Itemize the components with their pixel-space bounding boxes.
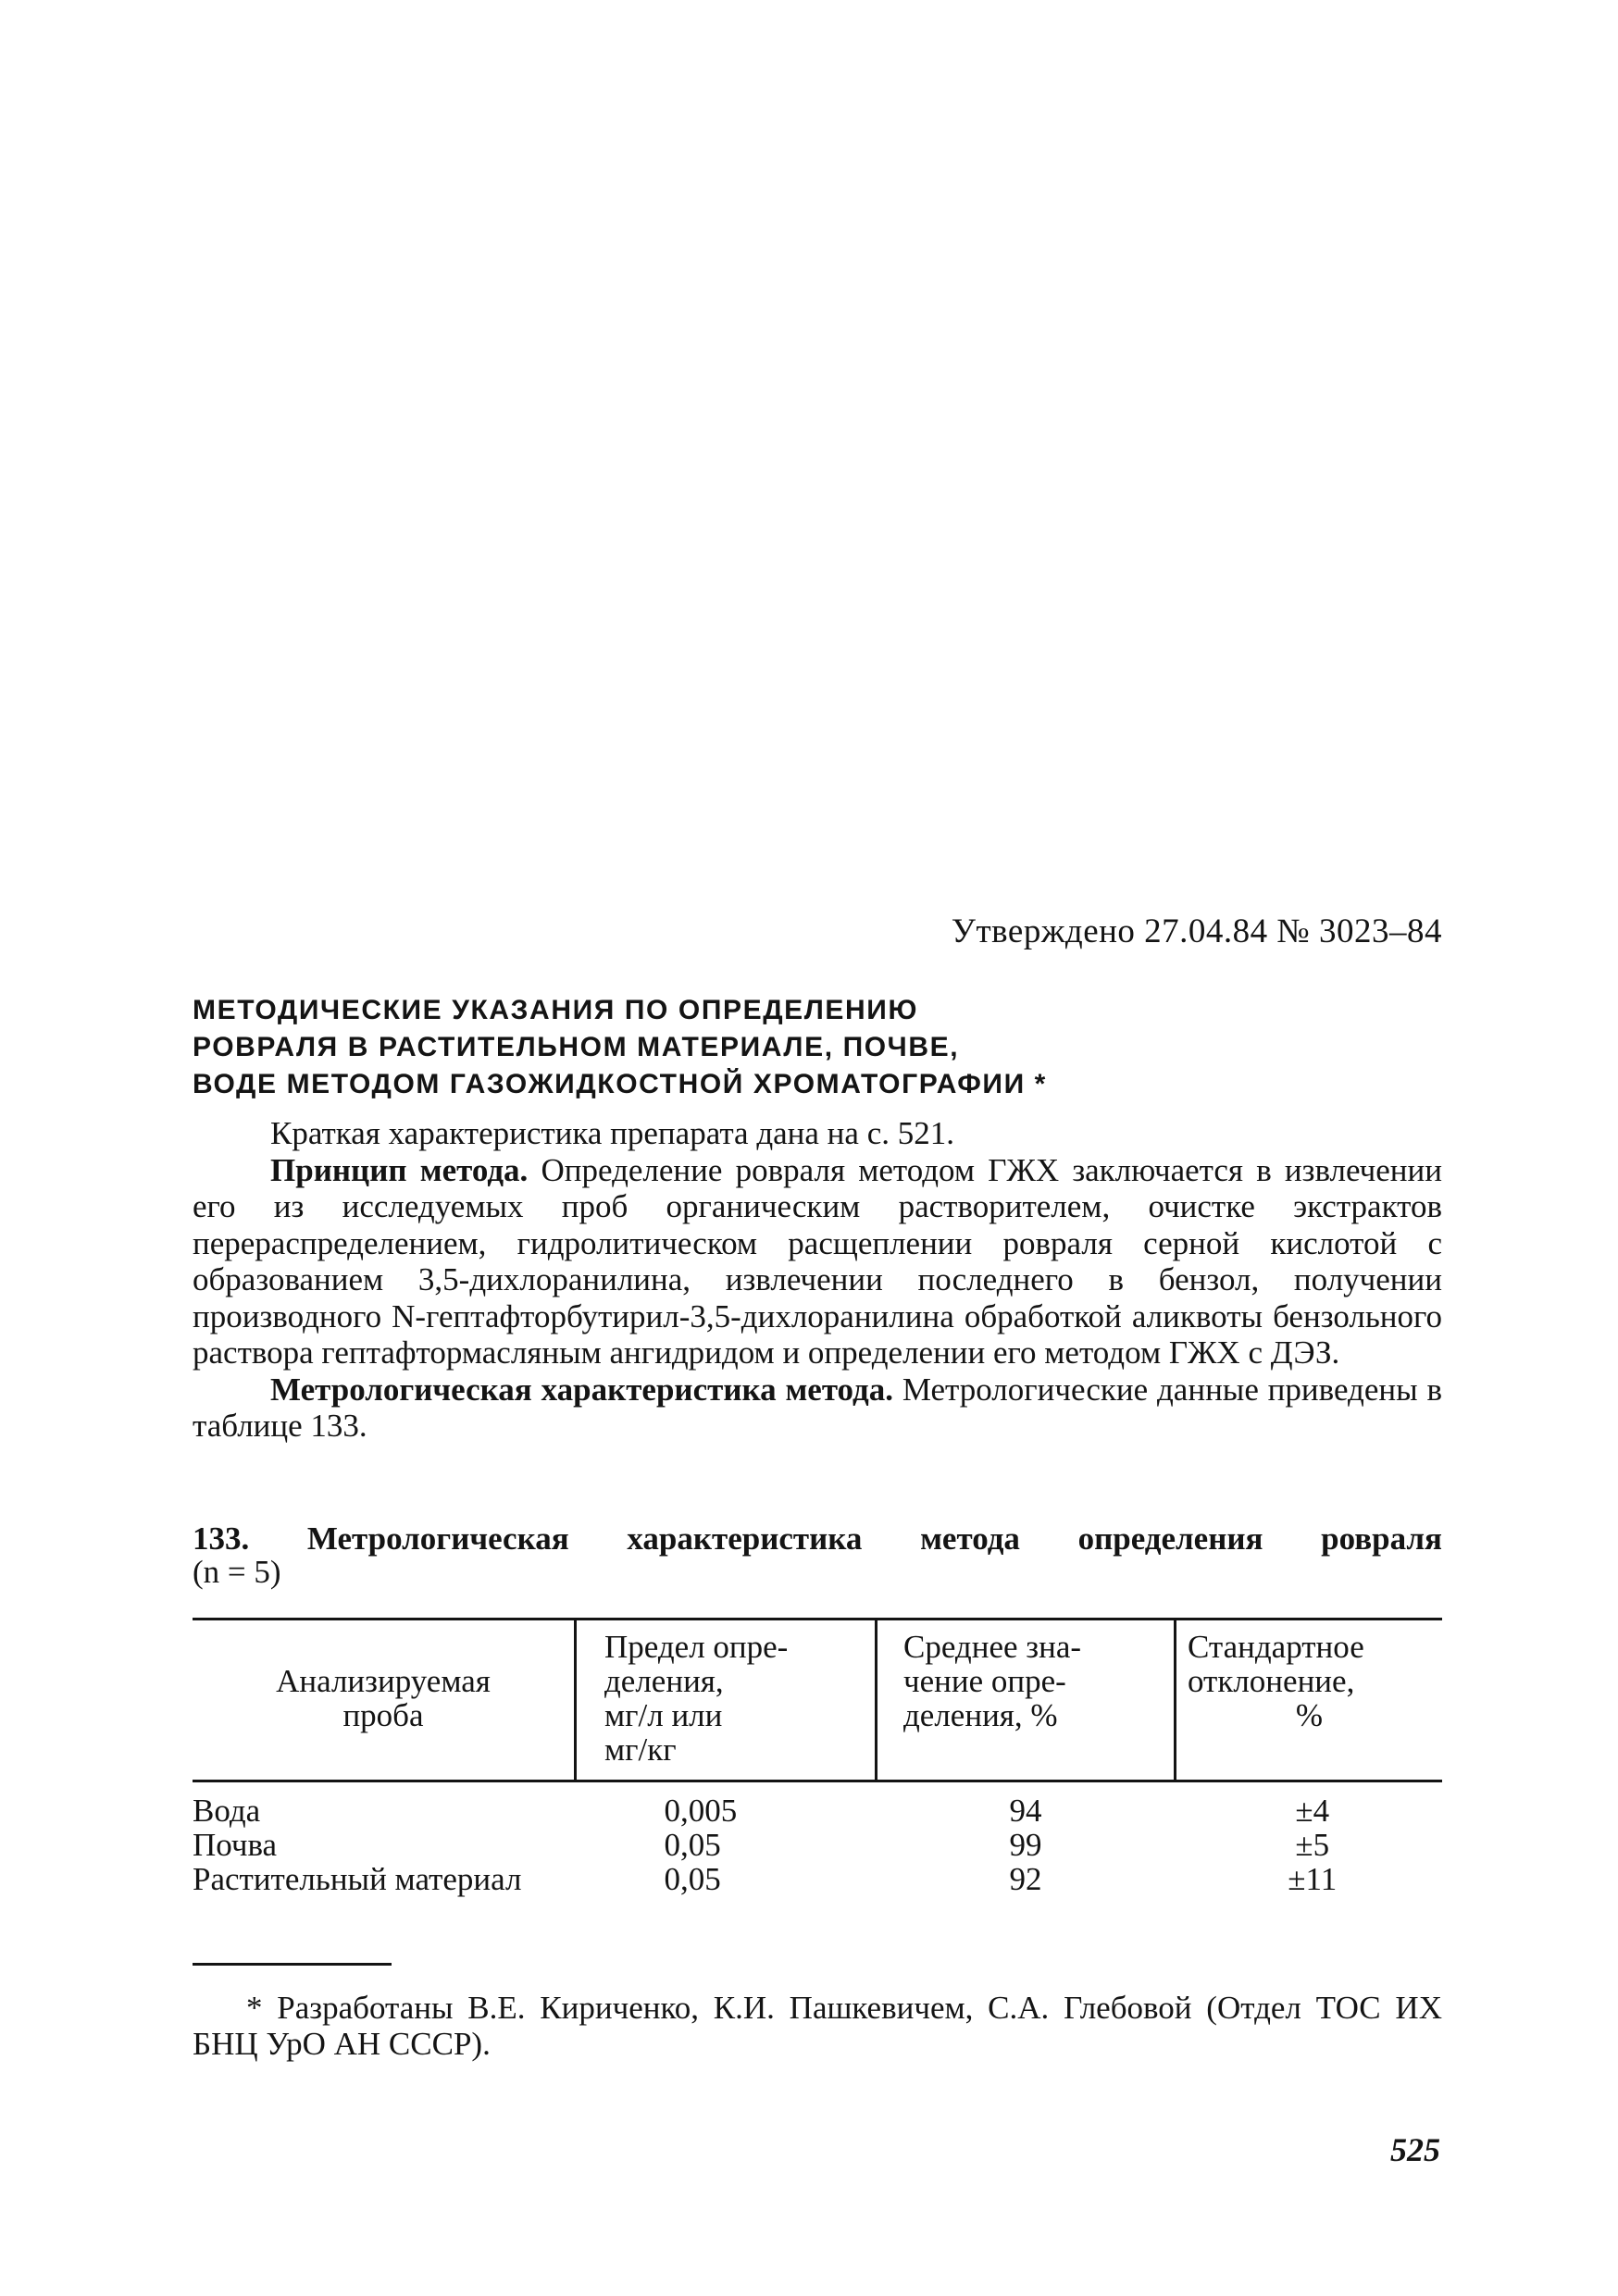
cell-mean: 99 <box>1009 1827 1042 1863</box>
header-sample: Анализируемая проба <box>193 1620 576 1781</box>
metrology-table <box>193 1618 1442 1896</box>
table-caption-number: 133. <box>193 1520 250 1557</box>
cell-mean: 92 <box>1009 1861 1042 1897</box>
body-text <box>193 1115 1442 1445</box>
footnote-divider <box>193 1963 392 1966</box>
footnote-text: * Разработаны В.Е. Кириченко, К.И. Пашкевичем, С.А. Глебовой (Отдел ТОС ИХ БНЦ УрО АН СССР). <box>193 1990 1442 2062</box>
cell-sd: ±4 <box>1295 1793 1330 1829</box>
paragraph-summary: Краткая характеристика препарата дана на с. 521. <box>270 1115 954 1151</box>
table-header-row <box>193 1620 1442 1781</box>
table-caption-text: Метрологическая характеристика метода определения ровраля <box>249 1520 1442 1557</box>
footnote <box>193 1990 1442 2062</box>
paragraph-metrology <box>193 1371 1442 1445</box>
cell-sample: Почва <box>193 1827 278 1863</box>
table-caption-n: (n = 5) <box>193 1554 281 1590</box>
cell-limit: 0,005 <box>664 1793 738 1829</box>
table-row <box>193 1781 1442 1829</box>
cell-sample: Вода <box>193 1793 261 1829</box>
title-line-3: ВОДЕ МЕТОДОМ ГАЗОЖИДКОСТНОЙ ХРОМАТОГРАФИИ * <box>193 1069 1047 1099</box>
page-number: 525 <box>1390 2131 1440 2168</box>
header-mean: Среднее зна- чение опре- деления, % <box>877 1620 1176 1781</box>
cell-sd: ±5 <box>1295 1827 1330 1863</box>
document-title <box>193 992 1442 1103</box>
paragraph-metrology-text: Метрологические данные приведены в таблице 133. <box>193 1371 1442 1444</box>
title-line-1: МЕТОДИЧЕСКИЕ УКАЗАНИЯ ПО ОПРЕДЕЛЕНИЮ <box>193 995 919 1025</box>
paragraph-principle-text: Определение ровраля методом ГЖХ заключается в извлечении его из исследуемых проб органическим растворителем, очистке экстрактов перераспределением, гидролитическом расщеплении ровраля серной кислотой с образованием 3,5-дихлоранилина, извлечении последнего в бензол, получении производного N-гептафторбутирил-3,5-дихлоранилина обработкой аликвоты бензольного раствора гептафтормасляным ангидридом и определении его методом ГЖХ с ДЭЗ. <box>193 1151 1442 1371</box>
cell-limit: 0,05 <box>664 1827 721 1863</box>
header-sd: Стандартное отклонение, % <box>1176 1620 1443 1781</box>
paragraph-metrology-heading: Метрологическая характеристика метода. <box>270 1371 894 1408</box>
title-line-2: РОВРАЛЯ В РАСТИТЕЛЬНОМ МАТЕРИАЛЕ, ПОЧВЕ, <box>193 1032 960 1062</box>
header-limit: Предел опре- деления, мг/л или мг/кг <box>576 1620 877 1781</box>
table-row <box>193 1862 1442 1896</box>
cell-sample: Растительный материал <box>193 1861 522 1897</box>
paragraph-principle-heading: Принцип метода. <box>270 1151 529 1188</box>
cell-mean: 94 <box>1009 1793 1042 1829</box>
table-caption <box>193 1522 1442 1589</box>
cell-sd: ±11 <box>1288 1861 1338 1897</box>
approval-note: Утверждено 27.04.84 № 3023–84 <box>951 912 1442 950</box>
paragraph-principle <box>193 1152 1442 1371</box>
table-row <box>193 1828 1442 1862</box>
cell-limit: 0,05 <box>664 1861 721 1897</box>
